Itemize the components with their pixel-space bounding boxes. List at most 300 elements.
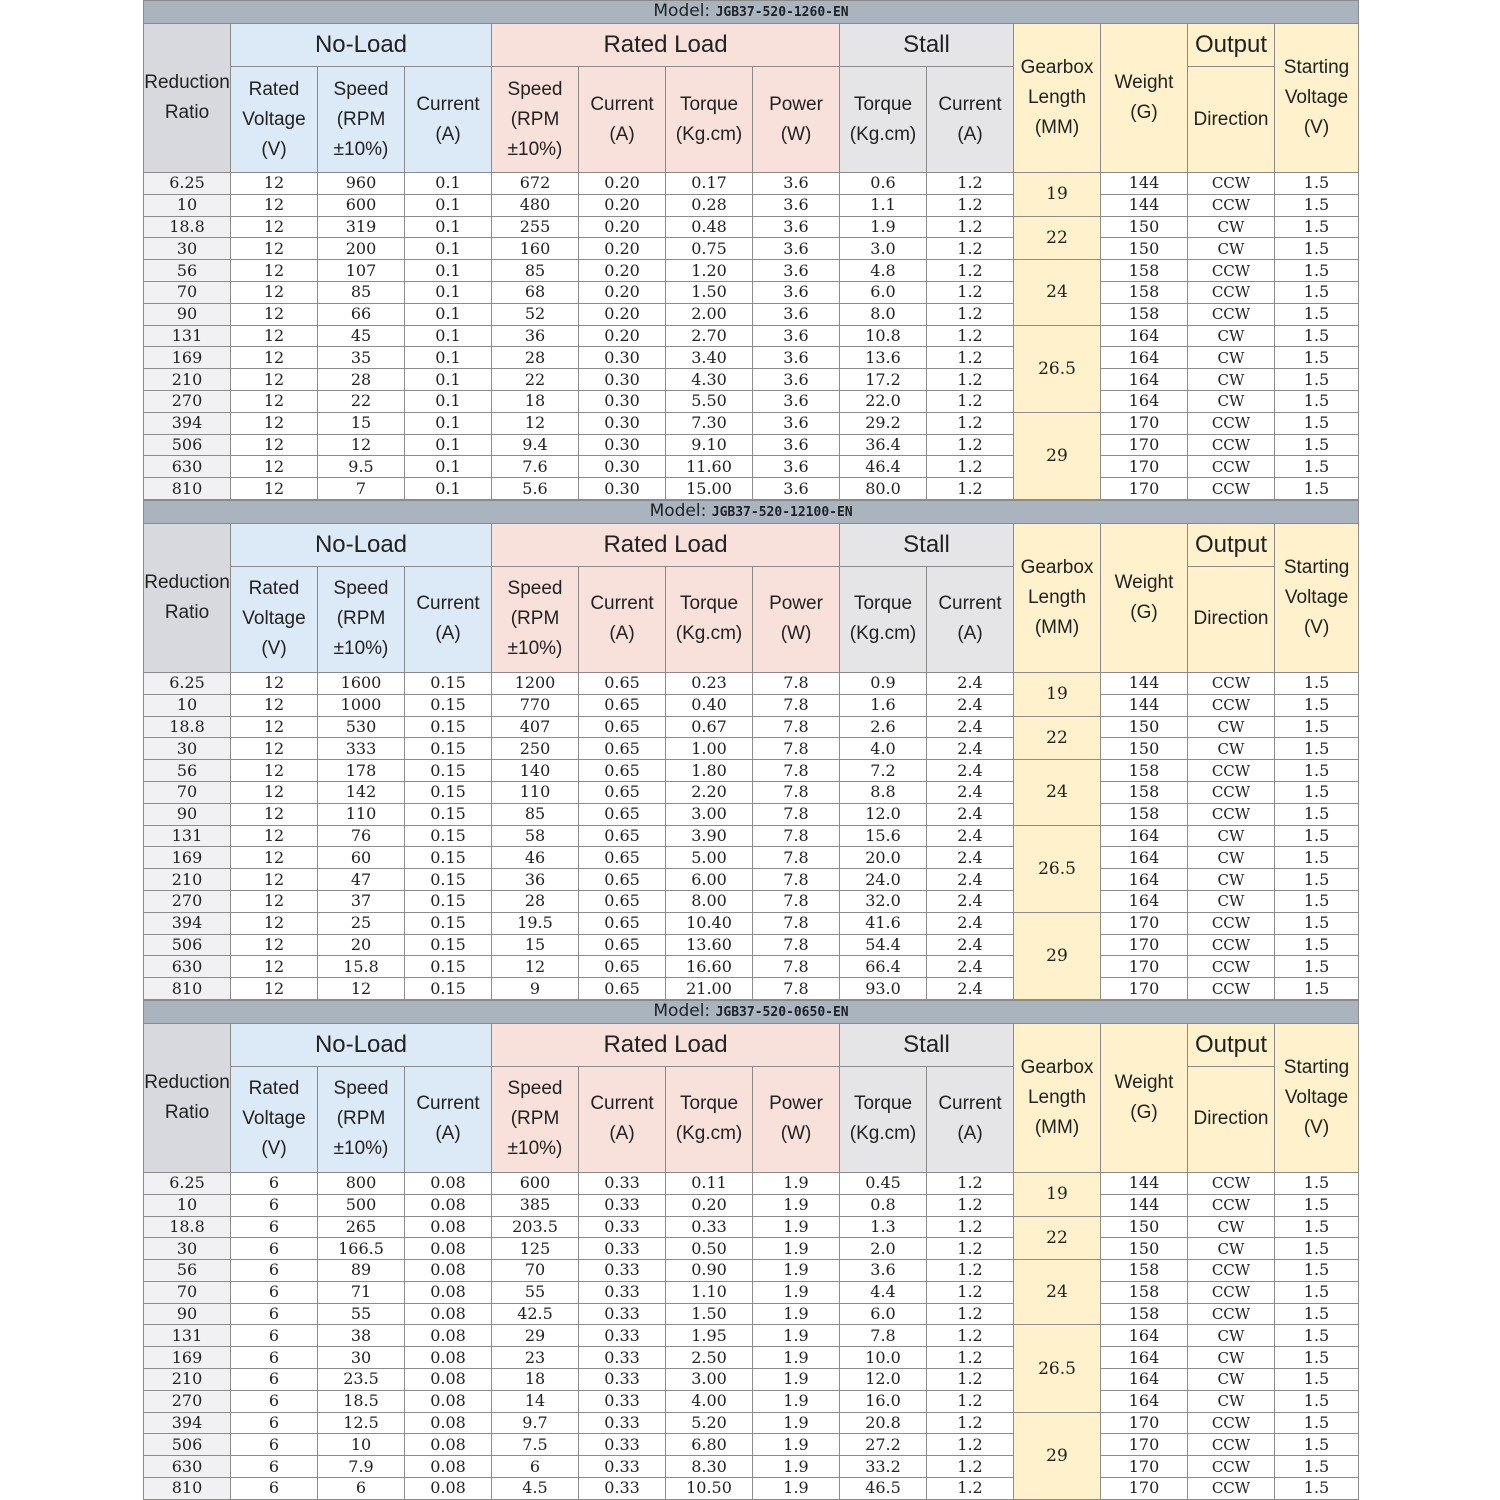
cell-noload-speed: 9.5 [318, 456, 405, 478]
cell-stall-current: 2.4 [927, 716, 1014, 738]
cell-rated-voltage: 6 [231, 1456, 318, 1478]
cell-starting-voltage: 1.5 [1275, 978, 1359, 1000]
cell-power: 7.8 [753, 738, 840, 760]
cell-direction: CCW [1188, 456, 1275, 478]
cell-starting-voltage: 1.5 [1275, 847, 1359, 869]
cell-noload-current: 0.08 [405, 1260, 492, 1282]
cell-rated-current: 0.30 [579, 412, 666, 434]
cell-stall-torque: 29.2 [840, 412, 927, 434]
cell-noload-current: 0.1 [405, 347, 492, 369]
table-row [144, 1412, 1359, 1434]
cell-weight: 144 [1101, 694, 1188, 716]
cell-stall-torque: 3.6 [840, 1260, 927, 1282]
table-row [144, 1369, 1359, 1391]
cell-direction: CCW [1188, 978, 1275, 1000]
cell-power: 1.9 [753, 1281, 840, 1303]
cell-power: 1.9 [753, 1390, 840, 1412]
cell-ratio: 394 [144, 412, 231, 434]
cell-weight: 164 [1101, 825, 1188, 847]
cell-noload-current: 0.1 [405, 325, 492, 347]
cell-rated-voltage: 12 [231, 478, 318, 500]
cell-direction: CCW [1188, 260, 1275, 282]
cell-rated-torque: 1.50 [666, 281, 753, 303]
cell-stall-current: 1.2 [927, 238, 1014, 260]
output-header: Output [1188, 523, 1275, 566]
cell-rated-torque: 1.00 [666, 738, 753, 760]
table-row [144, 890, 1359, 912]
cell-ratio: 394 [144, 912, 231, 934]
cell-rated-speed: 22 [492, 369, 579, 391]
cell-ratio: 131 [144, 825, 231, 847]
cell-rated-current: 0.65 [579, 781, 666, 803]
cell-stall-torque: 13.6 [840, 347, 927, 369]
cell-rated-torque: 8.00 [666, 890, 753, 912]
cell-stall-current: 1.2 [927, 260, 1014, 282]
cell-stall-torque: 10.8 [840, 325, 927, 347]
cell-noload-speed: 142 [318, 781, 405, 803]
cell-rated-speed: 480 [492, 194, 579, 216]
cell-gearbox-length: 26.5 [1014, 825, 1101, 912]
cell-stall-current: 1.2 [927, 390, 1014, 412]
cell-rated-current: 0.33 [579, 1325, 666, 1347]
cell-ratio: 10 [144, 1194, 231, 1216]
cell-power: 1.9 [753, 1260, 840, 1282]
cell-ratio: 90 [144, 803, 231, 825]
cell-gearbox-length: 26.5 [1014, 1325, 1101, 1412]
cell-starting-voltage: 1.5 [1275, 1281, 1359, 1303]
cell-rated-voltage: 12 [231, 672, 318, 694]
cell-direction: CW [1188, 1390, 1275, 1412]
model-title [144, 1, 1359, 24]
cell-weight: 150 [1101, 1238, 1188, 1260]
cell-noload-current: 0.1 [405, 434, 492, 456]
cell-rated-voltage: 12 [231, 956, 318, 978]
cell-power: 1.9 [753, 1369, 840, 1391]
table-row [144, 978, 1359, 1000]
model-row [144, 500, 1359, 523]
gearbox-length-header: Gearbox Length (MM) [1014, 523, 1101, 672]
cell-noload-speed: 110 [318, 803, 405, 825]
cell-rated-speed: 18 [492, 1369, 579, 1391]
cell-rated-current: 0.65 [579, 912, 666, 934]
cell-rated-voltage: 6 [231, 1478, 318, 1500]
cell-stall-torque: 1.1 [840, 194, 927, 216]
cell-noload-speed: 12 [318, 434, 405, 456]
cell-weight: 158 [1101, 803, 1188, 825]
cell-starting-voltage: 1.5 [1275, 1434, 1359, 1456]
cell-rated-torque: 0.28 [666, 194, 753, 216]
cell-rated-torque: 2.50 [666, 1347, 753, 1369]
cell-rated-torque: 15.00 [666, 478, 753, 500]
stall-torque-header: Torque (Kg.cm) [840, 1066, 927, 1172]
cell-direction: CCW [1188, 1456, 1275, 1478]
cell-stall-current: 1.2 [927, 456, 1014, 478]
cell-stall-current: 1.2 [927, 1390, 1014, 1412]
direction-header: Direction [1188, 1066, 1275, 1172]
cell-weight: 170 [1101, 434, 1188, 456]
cell-noload-speed: 333 [318, 738, 405, 760]
cell-rated-torque: 1.10 [666, 1281, 753, 1303]
cell-ratio: 810 [144, 978, 231, 1000]
cell-stall-current: 2.4 [927, 869, 1014, 891]
cell-starting-voltage: 1.5 [1275, 260, 1359, 282]
cell-power: 3.6 [753, 456, 840, 478]
cell-rated-speed: 85 [492, 803, 579, 825]
cell-power: 1.9 [753, 1456, 840, 1478]
table-row [144, 1281, 1359, 1303]
rated-voltage-header: Rated Voltage (V) [231, 566, 318, 672]
stall-header: Stall [840, 1023, 1014, 1066]
cell-ratio: 18.8 [144, 216, 231, 238]
rated-voltage-header: Rated Voltage (V) [231, 67, 318, 173]
cell-weight: 164 [1101, 347, 1188, 369]
cell-direction: CW [1188, 238, 1275, 260]
cell-noload-speed: 47 [318, 869, 405, 891]
output-header: Output [1188, 1023, 1275, 1066]
cell-stall-torque: 32.0 [840, 890, 927, 912]
cell-direction: CCW [1188, 1172, 1275, 1194]
cell-starting-voltage: 1.5 [1275, 303, 1359, 325]
cell-starting-voltage: 1.5 [1275, 1172, 1359, 1194]
cell-starting-voltage: 1.5 [1275, 325, 1359, 347]
table-row [144, 781, 1359, 803]
cell-rated-speed: 9.4 [492, 434, 579, 456]
cell-weight: 164 [1101, 390, 1188, 412]
cell-stall-torque: 46.5 [840, 1478, 927, 1500]
cell-ratio: 270 [144, 890, 231, 912]
cell-rated-current: 0.20 [579, 325, 666, 347]
cell-rated-current: 0.33 [579, 1390, 666, 1412]
stall-torque-header: Torque (Kg.cm) [840, 67, 927, 173]
cell-stall-torque: 1.3 [840, 1216, 927, 1238]
model-row [144, 1, 1359, 24]
cell-rated-speed: 9 [492, 978, 579, 1000]
cell-stall-current: 2.4 [927, 803, 1014, 825]
cell-ratio: 90 [144, 303, 231, 325]
cell-rated-speed: 42.5 [492, 1303, 579, 1325]
cell-gearbox-length: 22 [1014, 216, 1101, 260]
cell-rated-current: 0.30 [579, 390, 666, 412]
cell-ratio: 10 [144, 194, 231, 216]
cell-stall-current: 2.4 [927, 694, 1014, 716]
cell-rated-torque: 0.23 [666, 672, 753, 694]
cell-stall-torque: 22.0 [840, 390, 927, 412]
cell-ratio: 169 [144, 847, 231, 869]
cell-stall-current: 1.2 [927, 216, 1014, 238]
cell-rated-current: 0.65 [579, 978, 666, 1000]
cell-starting-voltage: 1.5 [1275, 934, 1359, 956]
cell-noload-speed: 66 [318, 303, 405, 325]
cell-rated-speed: 4.5 [492, 1478, 579, 1500]
cell-rated-torque: 10.50 [666, 1478, 753, 1500]
cell-direction: CCW [1188, 1194, 1275, 1216]
weight-header: Weight (G) [1101, 24, 1188, 173]
cell-power: 1.9 [753, 1325, 840, 1347]
cell-ratio: 6.25 [144, 1172, 231, 1194]
cell-stall-torque: 93.0 [840, 978, 927, 1000]
cell-noload-current: 0.08 [405, 1303, 492, 1325]
cell-rated-torque: 4.00 [666, 1390, 753, 1412]
rated-current-header: Current (A) [579, 566, 666, 672]
cell-rated-torque: 0.33 [666, 1216, 753, 1238]
cell-ratio: 70 [144, 1281, 231, 1303]
cell-rated-speed: 18 [492, 390, 579, 412]
table-row [144, 325, 1359, 347]
cell-ratio: 630 [144, 1456, 231, 1478]
cell-rated-speed: 255 [492, 216, 579, 238]
cell-stall-torque: 17.2 [840, 369, 927, 391]
cell-rated-voltage: 12 [231, 347, 318, 369]
cell-rated-speed: 19.5 [492, 912, 579, 934]
cell-stall-torque: 36.4 [840, 434, 927, 456]
gearbox-length-header: Gearbox Length (MM) [1014, 24, 1101, 173]
cell-direction: CCW [1188, 956, 1275, 978]
cell-rated-current: 0.33 [579, 1456, 666, 1478]
cell-noload-current: 0.08 [405, 1478, 492, 1500]
cell-rated-voltage: 12 [231, 216, 318, 238]
cell-stall-torque: 8.0 [840, 303, 927, 325]
cell-rated-current: 0.65 [579, 760, 666, 782]
cell-power: 3.6 [753, 173, 840, 195]
cell-rated-current: 0.33 [579, 1412, 666, 1434]
cell-noload-speed: 25 [318, 912, 405, 934]
cell-ratio: 394 [144, 1412, 231, 1434]
table-row [144, 260, 1359, 282]
cell-noload-speed: 7.9 [318, 1456, 405, 1478]
cell-stall-torque: 20.8 [840, 1412, 927, 1434]
cell-stall-torque: 10.0 [840, 1347, 927, 1369]
cell-starting-voltage: 1.5 [1275, 694, 1359, 716]
cell-starting-voltage: 1.5 [1275, 1216, 1359, 1238]
cell-stall-torque: 6.0 [840, 281, 927, 303]
cell-noload-speed: 22 [318, 390, 405, 412]
cell-rated-speed: 160 [492, 238, 579, 260]
cell-weight: 170 [1101, 978, 1188, 1000]
header-row-groups [144, 1023, 1359, 1066]
cell-ratio: 18.8 [144, 1216, 231, 1238]
cell-rated-current: 0.20 [579, 260, 666, 282]
cell-direction: CCW [1188, 672, 1275, 694]
cell-starting-voltage: 1.5 [1275, 478, 1359, 500]
cell-gearbox-length: 29 [1014, 1412, 1101, 1499]
cell-starting-voltage: 1.5 [1275, 1303, 1359, 1325]
cell-noload-speed: 85 [318, 281, 405, 303]
cell-starting-voltage: 1.5 [1275, 1390, 1359, 1412]
cell-rated-voltage: 12 [231, 390, 318, 412]
cell-noload-speed: 12 [318, 978, 405, 1000]
cell-stall-current: 1.2 [927, 194, 1014, 216]
cell-weight: 164 [1101, 890, 1188, 912]
cell-rated-voltage: 12 [231, 238, 318, 260]
cell-power: 3.6 [753, 412, 840, 434]
cell-stall-torque: 66.4 [840, 956, 927, 978]
rated-current-header: Current (A) [579, 67, 666, 173]
cell-power: 1.9 [753, 1478, 840, 1500]
cell-noload-speed: 500 [318, 1194, 405, 1216]
cell-noload-current: 0.15 [405, 978, 492, 1000]
model-row [144, 1000, 1359, 1023]
cell-noload-speed: 38 [318, 1325, 405, 1347]
cell-gearbox-length: 19 [1014, 672, 1101, 716]
cell-rated-torque: 3.90 [666, 825, 753, 847]
table-row [144, 1390, 1359, 1412]
cell-power: 7.8 [753, 978, 840, 1000]
cell-stall-current: 2.4 [927, 781, 1014, 803]
cell-stall-current: 1.2 [927, 1260, 1014, 1282]
table-row [144, 478, 1359, 500]
cell-rated-speed: 407 [492, 716, 579, 738]
cell-rated-current: 0.33 [579, 1347, 666, 1369]
cell-starting-voltage: 1.5 [1275, 912, 1359, 934]
cell-starting-voltage: 1.5 [1275, 825, 1359, 847]
cell-rated-voltage: 12 [231, 912, 318, 934]
cell-ratio: 131 [144, 325, 231, 347]
table-row [144, 1172, 1359, 1194]
cell-starting-voltage: 1.5 [1275, 1260, 1359, 1282]
cell-direction: CCW [1188, 934, 1275, 956]
table-row [144, 956, 1359, 978]
cell-weight: 158 [1101, 1303, 1188, 1325]
cell-power: 3.6 [753, 434, 840, 456]
cell-noload-current: 0.15 [405, 847, 492, 869]
cell-rated-voltage: 6 [231, 1325, 318, 1347]
cell-stall-current: 2.4 [927, 934, 1014, 956]
cell-rated-torque: 5.50 [666, 390, 753, 412]
cell-noload-current: 0.1 [405, 369, 492, 391]
cell-starting-voltage: 1.5 [1275, 1369, 1359, 1391]
cell-rated-torque: 0.11 [666, 1172, 753, 1194]
cell-weight: 170 [1101, 934, 1188, 956]
cell-rated-voltage: 6 [231, 1303, 318, 1325]
cell-stall-current: 1.2 [927, 1194, 1014, 1216]
cell-gearbox-length: 29 [1014, 412, 1101, 499]
cell-stall-torque: 24.0 [840, 869, 927, 891]
cell-noload-speed: 530 [318, 716, 405, 738]
cell-stall-current: 1.2 [927, 478, 1014, 500]
table-row [144, 1216, 1359, 1238]
cell-gearbox-length: 26.5 [1014, 325, 1101, 412]
cell-stall-current: 1.2 [927, 1369, 1014, 1391]
cell-rated-current: 0.33 [579, 1260, 666, 1282]
cell-rated-voltage: 12 [231, 434, 318, 456]
cell-starting-voltage: 1.5 [1275, 194, 1359, 216]
cell-stall-current: 1.2 [927, 369, 1014, 391]
cell-rated-speed: 140 [492, 760, 579, 782]
cell-noload-current: 0.15 [405, 781, 492, 803]
cell-weight: 158 [1101, 303, 1188, 325]
cell-rated-speed: 672 [492, 173, 579, 195]
cell-direction: CCW [1188, 412, 1275, 434]
header-row-groups [144, 24, 1359, 67]
cell-gearbox-length: 24 [1014, 1260, 1101, 1325]
cell-stall-current: 2.4 [927, 890, 1014, 912]
cell-weight: 170 [1101, 1478, 1188, 1500]
cell-rated-speed: 46 [492, 847, 579, 869]
cell-direction: CW [1188, 847, 1275, 869]
cell-rated-current: 0.65 [579, 694, 666, 716]
cell-rated-current: 0.65 [579, 890, 666, 912]
cell-ratio: 630 [144, 456, 231, 478]
cell-direction: CCW [1188, 173, 1275, 195]
cell-rated-speed: 85 [492, 260, 579, 282]
cell-weight: 164 [1101, 1325, 1188, 1347]
cell-rated-torque: 8.30 [666, 1456, 753, 1478]
cell-noload-current: 0.15 [405, 672, 492, 694]
cell-rated-current: 0.30 [579, 456, 666, 478]
cell-rated-torque: 2.20 [666, 781, 753, 803]
cell-weight: 164 [1101, 869, 1188, 891]
cell-noload-current: 0.15 [405, 956, 492, 978]
cell-noload-current: 0.1 [405, 238, 492, 260]
table-row [144, 216, 1359, 238]
cell-rated-speed: 5.6 [492, 478, 579, 500]
cell-stall-torque: 4.8 [840, 260, 927, 282]
cell-power: 1.9 [753, 1434, 840, 1456]
cell-power: 7.8 [753, 803, 840, 825]
cell-power: 7.8 [753, 869, 840, 891]
cell-rated-current: 0.33 [579, 1281, 666, 1303]
cell-rated-current: 0.30 [579, 478, 666, 500]
cell-rated-current: 0.20 [579, 173, 666, 195]
table-row [144, 173, 1359, 195]
cell-rated-current: 0.20 [579, 194, 666, 216]
cell-noload-current: 0.1 [405, 194, 492, 216]
spec-table-2 [143, 1000, 1359, 1500]
cell-starting-voltage: 1.5 [1275, 869, 1359, 891]
cell-starting-voltage: 1.5 [1275, 369, 1359, 391]
cell-starting-voltage: 1.5 [1275, 716, 1359, 738]
cell-rated-torque: 7.30 [666, 412, 753, 434]
cell-rated-voltage: 12 [231, 369, 318, 391]
cell-rated-current: 0.65 [579, 825, 666, 847]
cell-weight: 158 [1101, 781, 1188, 803]
cell-noload-current: 0.15 [405, 803, 492, 825]
cell-rated-voltage: 12 [231, 803, 318, 825]
cell-rated-speed: 12 [492, 412, 579, 434]
cell-power: 3.6 [753, 347, 840, 369]
spec-table-1 [143, 500, 1359, 1000]
cell-weight: 170 [1101, 1434, 1188, 1456]
cell-noload-speed: 166.5 [318, 1238, 405, 1260]
cell-stall-torque: 4.0 [840, 738, 927, 760]
cell-direction: CCW [1188, 1281, 1275, 1303]
cell-power: 3.6 [753, 238, 840, 260]
table-row [144, 1238, 1359, 1260]
cell-weight: 158 [1101, 1260, 1188, 1282]
cell-noload-speed: 45 [318, 325, 405, 347]
cell-noload-speed: 30 [318, 1347, 405, 1369]
cell-noload-speed: 600 [318, 194, 405, 216]
weight-header: Weight (G) [1101, 523, 1188, 672]
cell-power: 3.6 [753, 369, 840, 391]
cell-noload-speed: 18.5 [318, 1390, 405, 1412]
cell-noload-current: 0.08 [405, 1325, 492, 1347]
cell-weight: 170 [1101, 956, 1188, 978]
cell-noload-speed: 71 [318, 1281, 405, 1303]
cell-rated-torque: 3.00 [666, 1369, 753, 1391]
cell-stall-current: 2.4 [927, 912, 1014, 934]
cell-power: 3.6 [753, 216, 840, 238]
cell-stall-current: 1.2 [927, 1172, 1014, 1194]
cell-noload-current: 0.08 [405, 1172, 492, 1194]
cell-rated-current: 0.65 [579, 803, 666, 825]
starting-voltage-header: Starting Voltage (V) [1275, 1023, 1359, 1172]
gearbox-length-header: Gearbox Length (MM) [1014, 1023, 1101, 1172]
cell-direction: CCW [1188, 1434, 1275, 1456]
cell-rated-speed: 68 [492, 281, 579, 303]
cell-stall-torque: 4.4 [840, 1281, 927, 1303]
rated-voltage-header: Rated Voltage (V) [231, 1066, 318, 1172]
